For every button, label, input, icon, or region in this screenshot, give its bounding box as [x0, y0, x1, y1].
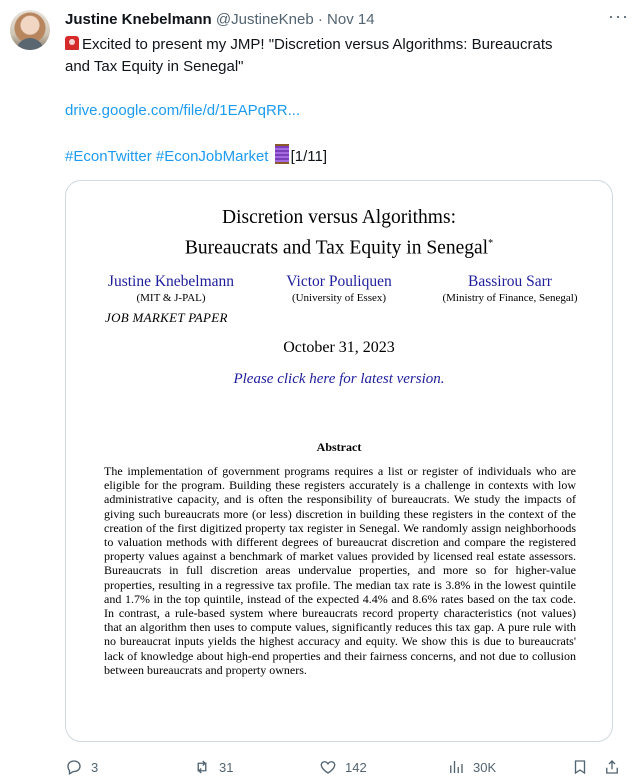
reply-icon	[65, 758, 83, 776]
tweet-text-line2: and Tax Equity in Senegal"	[65, 58, 244, 75]
author-name[interactable]: Justine Knebelmann	[65, 11, 212, 28]
tweet-text	[65, 34, 625, 168]
bookmark-icon	[571, 758, 589, 776]
author-handle[interactable]: @JustineKneb	[215, 11, 314, 28]
share-icon	[603, 758, 621, 776]
views-button[interactable]	[447, 755, 496, 779]
heart-icon	[319, 758, 337, 776]
tweet-actions	[65, 755, 625, 779]
like-count: 142	[345, 759, 367, 775]
repost-count: 31	[219, 759, 234, 775]
paper-title-line1: Discretion versus Algorithms:	[222, 207, 456, 228]
paper-author-affiliation: (MIT & J-PAL)	[136, 292, 206, 304]
avatar[interactable]	[10, 10, 50, 50]
latest-version-link: Please click here for latest version.	[233, 371, 445, 387]
paper-author-name: Justine Knebelmann	[107, 273, 235, 290]
paper-author-name: Victor Pouliquen	[286, 273, 392, 290]
paper-first-page	[66, 181, 612, 741]
reply-button[interactable]	[65, 755, 98, 779]
paper-author-2	[264, 273, 414, 305]
siren-icon	[65, 36, 79, 50]
tweet-media-image[interactable]	[65, 180, 613, 742]
reply-count: 3	[91, 759, 99, 775]
paper-author-3	[426, 273, 594, 305]
header-separator: ·	[317, 11, 323, 28]
paper-author-1	[96, 273, 246, 326]
share-button[interactable]	[603, 755, 621, 779]
thread-count: [1/11]	[290, 148, 328, 165]
paper-author-affiliation: (University of Essex)	[291, 292, 387, 304]
paper-author-affiliation: (Ministry of Finance, Senegal)	[442, 292, 578, 304]
job-market-paper-label: JOB MARKET PAPER	[105, 310, 228, 325]
tweet-date[interactable]: Nov 14	[327, 11, 375, 28]
tweet-text-line1: Excited to present my JMP! "Discretion versus Algorithms: Bureaucrats	[82, 36, 553, 53]
repost-button[interactable]	[193, 755, 233, 779]
paper-title	[66, 205, 612, 262]
paper-title-footnote-mark: *	[488, 238, 494, 249]
more-options-icon[interactable]: ···	[608, 6, 629, 26]
thread-spool-icon	[275, 144, 289, 164]
tweet-link[interactable]: drive.google.com/file/d/1EAPqRR...	[65, 102, 301, 119]
like-button[interactable]	[319, 755, 367, 779]
view-count: 30K	[473, 759, 497, 775]
views-chart-icon	[447, 758, 465, 776]
paper-date: October 31, 2023	[283, 339, 395, 356]
abstract-text: The implementation of government programs requires a list or register of individuals who are eligible for the program. Building these registers accurately is a challenge in contexts with low administrative capacity, and is often the responsibility of bureaucrats. We study the impacts of giving such bureaucrats more (or less) discretion in building these registers in the context of the creation of the first digitized property tax register in Senegal. We randomly assign neighborhoods to valuation methods with different degrees of bureaucrat discretion and compare the registered property values against a benchmark of market values provided by licensed real estate assessors. Bureaucrats in full discretion areas undervalue properties, and more so for higher-value properties, resulting in a regressive tax profile. The median tax rate is 3.8% in the lowest quintile and 1.7% in the top quintile, instead of the expected 4.4% and 8.6% rates based on the tax code. In contrast, a rule-based system where bureaucrats record property characteristics (not values) that an algorithm then uses to compute values, significantly reduces this tax gap. A pure rule with no bureaucrat inputs yields the highest accuracy and equity. We show this is due to bureaucrats' lack of knowledge about high-end properties and their fairness concerns, and not due to collusion between bureaucrats and property owners.	[104, 464, 576, 677]
hashtag-econtwitter[interactable]: #EconTwitter	[65, 148, 152, 165]
paper-author-name: Bassirou Sarr	[468, 273, 552, 290]
bookmark-button[interactable]	[571, 755, 589, 779]
hashtag-econjobmarket[interactable]: #EconJobMarket	[155, 148, 269, 165]
tweet-header	[65, 9, 625, 31]
repost-icon	[193, 758, 211, 776]
abstract-heading: Abstract	[316, 440, 362, 454]
paper-title-line2: Bureaucrats and Tax Equity in Senegal	[184, 237, 489, 259]
